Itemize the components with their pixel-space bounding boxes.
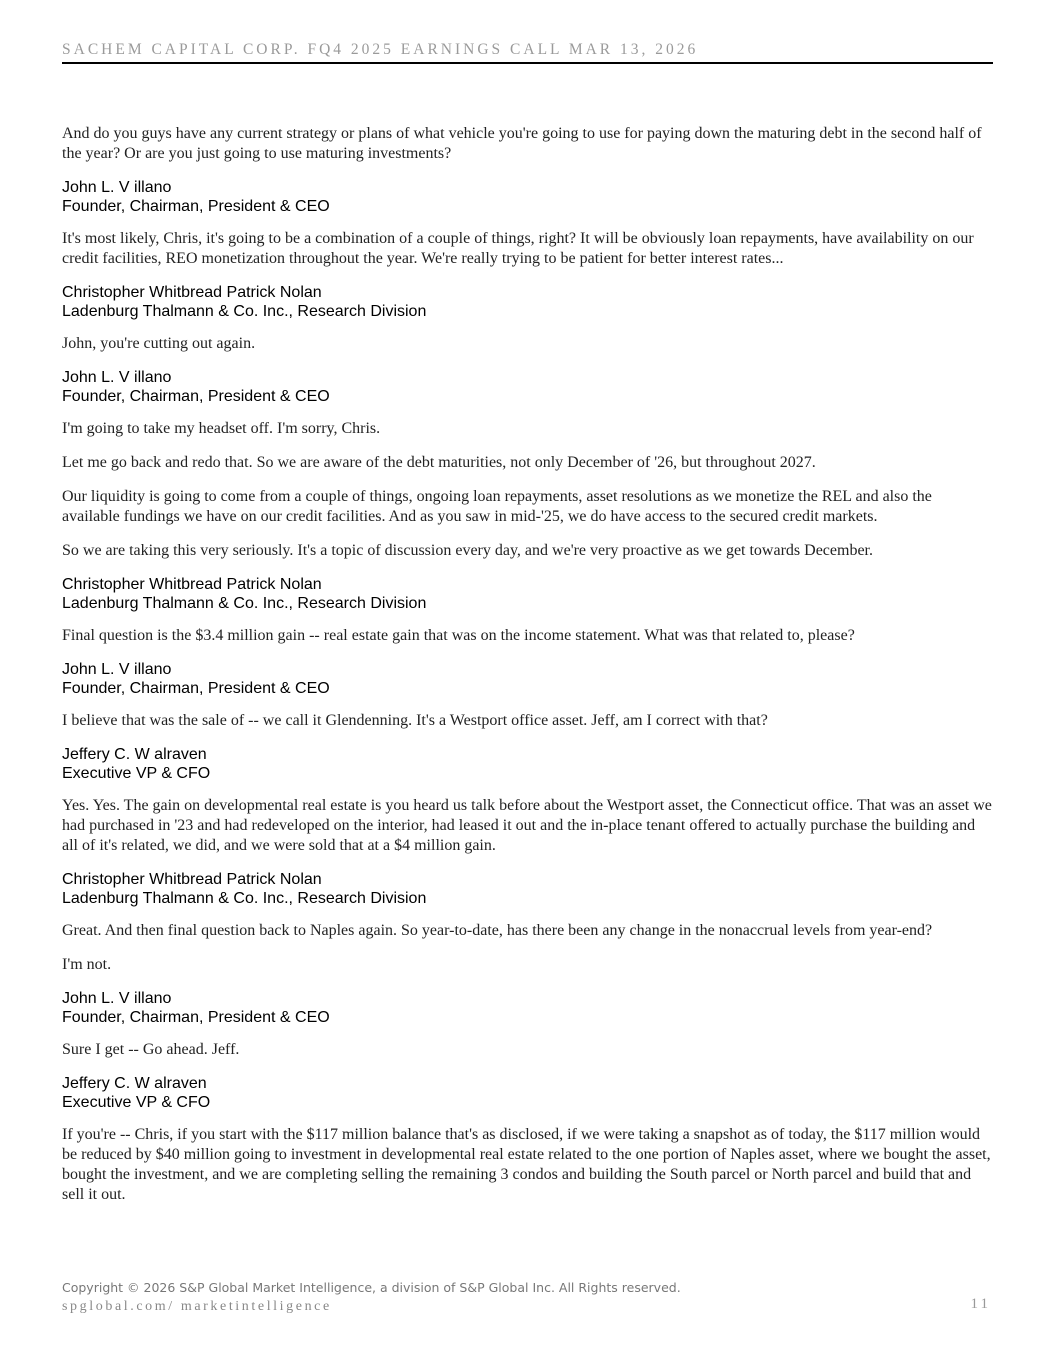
document-page <box>62 0 993 1365</box>
speaker-name: Jeffery C. W alraven <box>62 746 207 763</box>
speaker-title: Ladenburg Thalmann & Co. Inc., Research Division <box>62 890 427 907</box>
speaker-name: John L. V illano <box>62 990 172 1007</box>
speaker-title: Executive VP & CFO <box>62 765 211 782</box>
answer-paragraph: It's most likely, Chris, it's going to be a combination of a couple of things, right? It will be obviously loan repayments, have availability on our credit facilities, REO monetization throughout the year. We're really trying to be patient for better interest rates... <box>62 230 974 267</box>
answer-paragraph: I'm going to take my headset off. I'm sorry, Chris. <box>62 420 381 437</box>
speaker-block <box>62 283 993 321</box>
speaker-name: Jeffery C. W alraven <box>62 1075 207 1092</box>
speaker-title: Founder, Chairman, President & CEO <box>62 198 330 215</box>
speaker-block <box>62 660 993 698</box>
speaker-title: Founder, Chairman, President & CEO <box>62 1009 330 1026</box>
speaker-name: John L. V illano <box>62 661 172 678</box>
speaker-name: Christopher Whitbread Patrick Nolan <box>62 576 322 593</box>
speaker-title: Founder, Chairman, President & CEO <box>62 680 330 697</box>
speaker-title: Ladenburg Thalmann & Co. Inc., Research Division <box>62 595 427 612</box>
question-paragraph: Final question is the $3.4 million gain -- real estate gain that was on the income statement. What was that related to, please? <box>62 627 855 644</box>
page-header: SACHEM CAPITAL CORP. FQ4 2025 EARNINGS CALL MAR 13, 2026 <box>62 40 993 64</box>
speaker-block <box>62 745 993 783</box>
speaker-name: Christopher Whitbread Patrick Nolan <box>62 871 322 888</box>
speaker-name: John L. V illano <box>62 369 172 386</box>
answer-paragraph: So we are taking this very seriously. It's a topic of discussion every day, and we're very proactive as we get towards December. <box>62 542 873 559</box>
answer-paragraph: Our liquidity is going to come from a couple of things, ongoing loan repayments, asset resolutions as we monetize the REL and also the available fundings we have on our credit facilities. And as you saw in mid-'25, we do have access to the secured credit markets. <box>62 488 932 525</box>
speaker-block <box>62 178 993 216</box>
question-paragraph: Great. And then final question back to Naples again. So year-to-date, has there been any change in the nonaccrual levels from year-end? <box>62 922 933 939</box>
speaker-block <box>62 1074 993 1112</box>
speaker-title: Ladenburg Thalmann & Co. Inc., Research Division <box>62 303 427 320</box>
speaker-title: Executive VP & CFO <box>62 1094 211 1111</box>
answer-paragraph: I believe that was the sale of -- we call it Glendenning. It's a Westport office asset. Jeff, am I correct with that? <box>62 712 768 729</box>
question-paragraph: I'm not. <box>62 956 112 973</box>
speaker-name: Christopher Whitbread Patrick Nolan <box>62 284 322 301</box>
speaker-name: John L. V illano <box>62 179 172 196</box>
answer-paragraph: If you're -- Chris, if you start with the $117 million balance that's as disclosed, if we were taking a snapshot as of today, the $117 million would be reduced by $40 million going to investment in developmental real estate related to the one portion of Naples asset, where we bought the asset, bought the investment, and we are completing selling the remaining 3 condos and building the South parcel or North parcel and build that and sell it out. <box>62 1126 991 1203</box>
speaker-title: Founder, Chairman, President & CEO <box>62 388 330 405</box>
footer-copyright: Copyright © 2026 S&P Global Market Intelligence, a division of S&P Global Inc. All Rights reserved. <box>62 1280 681 1295</box>
question-paragraph: John, you're cutting out again. <box>62 335 256 352</box>
speaker-block <box>62 575 993 613</box>
answer-paragraph: Yes. Yes. The gain on developmental real estate is you heard us talk before about the Westport asset, the Connecticut office. That was an asset we had purchased in '23 and had redeveloped on the interior, had leased it out and the in-place tenant offered to actually purchase the building and all of it's related, we did, and we were sold that at a $4 million gain. <box>62 797 992 854</box>
transcript-body <box>62 124 993 1219</box>
page-number: 11 <box>970 1296 991 1312</box>
footer-url: spglobal.com/ marketintelligence <box>62 1299 332 1314</box>
answer-paragraph: Sure I get -- Go ahead. Jeff. <box>62 1041 240 1058</box>
speaker-block <box>62 989 993 1027</box>
answer-paragraph: Let me go back and redo that. So we are aware of the debt maturities, not only December of '26, but throughout 2027. <box>62 454 816 471</box>
speaker-block <box>62 870 993 908</box>
question-paragraph: And do you guys have any current strategy or plans of what vehicle you're going to use for paying down the maturing debt in the second half of the year? Or are you just going to use maturing investments? <box>62 125 982 162</box>
speaker-block <box>62 368 993 406</box>
